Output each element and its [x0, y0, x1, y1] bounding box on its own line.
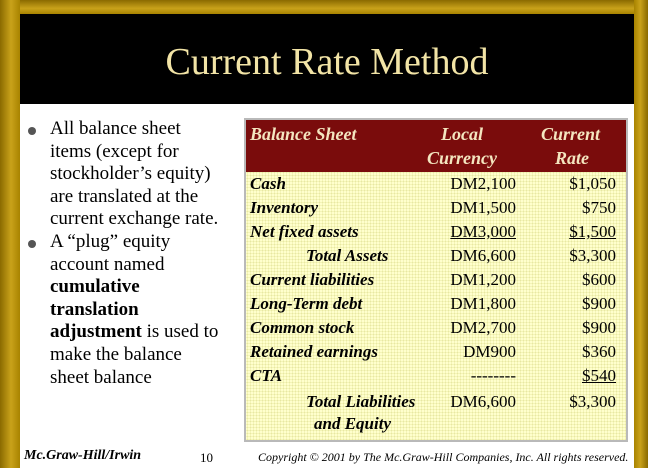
- header-balance-sheet: Balance Sheet: [250, 124, 357, 144]
- local-currency-value: DM900: [463, 342, 516, 361]
- header-currency: Currency: [427, 148, 498, 168]
- table-row: [246, 246, 626, 270]
- header-current: Current: [541, 124, 601, 144]
- local-currency-value: DM1,500: [450, 198, 516, 217]
- current-rate-value: $900: [582, 294, 616, 313]
- bullet-item: [24, 118, 224, 231]
- current-rate-value: $1,050: [569, 174, 616, 193]
- row-label: Current liabilities: [250, 270, 375, 289]
- table-row: [246, 174, 626, 198]
- row-label: Long-Term debt: [250, 294, 363, 313]
- footer-publisher: Mc.Graw-Hill/Irwin: [24, 448, 142, 463]
- local-currency-value: DM1,800: [450, 294, 516, 313]
- slide-title: Current Rate Method: [165, 41, 489, 83]
- table-row: [246, 342, 626, 366]
- local-currency-value: DM1,200: [450, 270, 516, 289]
- bullet-dot-icon: [28, 127, 36, 135]
- row-label: Total Assets: [306, 246, 389, 265]
- local-currency-value: DM2,100: [450, 174, 516, 193]
- footer-page-number: 10: [200, 450, 213, 465]
- bullet-dot-icon: [28, 240, 36, 248]
- table-row: [246, 294, 626, 318]
- table-row: [246, 222, 626, 246]
- table-row: [246, 270, 626, 294]
- row-label: Net fixed assets: [250, 222, 359, 241]
- row-label-line2: and Equity: [314, 414, 391, 433]
- header-local: Local: [441, 124, 483, 144]
- current-rate-value: $750: [582, 198, 616, 217]
- bullet-text: All balance sheet items (except for stockholder’s equity) are translated at the current exchange rate.: [50, 118, 219, 230]
- bullet-text-bold: cumulative translation adjustment: [50, 276, 142, 343]
- balance-sheet-table: [244, 118, 628, 442]
- row-label: Retained earnings: [250, 342, 378, 361]
- table-row: [246, 198, 626, 222]
- row-label: Common stock: [250, 318, 355, 337]
- local-currency-value: DM6,600: [450, 246, 516, 265]
- row-label: Total Liabilities: [306, 392, 416, 411]
- current-rate-value: $900: [582, 318, 616, 337]
- current-rate-value: $360: [582, 342, 616, 361]
- bullet-item: [24, 231, 224, 389]
- bullet-text: is used to make the balance sheet balance: [50, 321, 219, 388]
- bullet-list: [24, 118, 224, 389]
- table-row: [246, 392, 626, 433]
- local-currency-value: DM2,700: [450, 318, 516, 337]
- frame-right-border: [634, 0, 648, 468]
- row-label: Cash: [250, 174, 286, 193]
- current-rate-value: $540: [582, 366, 616, 385]
- row-label: Inventory: [250, 198, 318, 217]
- header-rate: Rate: [555, 148, 589, 168]
- frame-top-border: [0, 0, 648, 14]
- bullet-text: A “plug” equity account named: [50, 230, 171, 275]
- local-currency-value: DM3,000: [450, 222, 516, 241]
- local-currency-value: DM6,600: [450, 392, 516, 411]
- table-row: [246, 318, 626, 342]
- current-rate-value: $3,300: [569, 392, 616, 411]
- footer-copyright: Copyright © 2001 by The Mc.Graw-Hill Companies, Inc. All rights reserved.: [258, 450, 629, 464]
- table-header: [246, 120, 626, 172]
- row-label: CTA: [250, 366, 283, 385]
- current-rate-value: $1,500: [569, 222, 616, 241]
- current-rate-value: $600: [582, 270, 616, 289]
- table-row: [246, 366, 626, 390]
- local-currency-value: --------: [470, 366, 516, 385]
- frame-left-border: [0, 0, 20, 468]
- current-rate-value: $3,300: [569, 246, 616, 265]
